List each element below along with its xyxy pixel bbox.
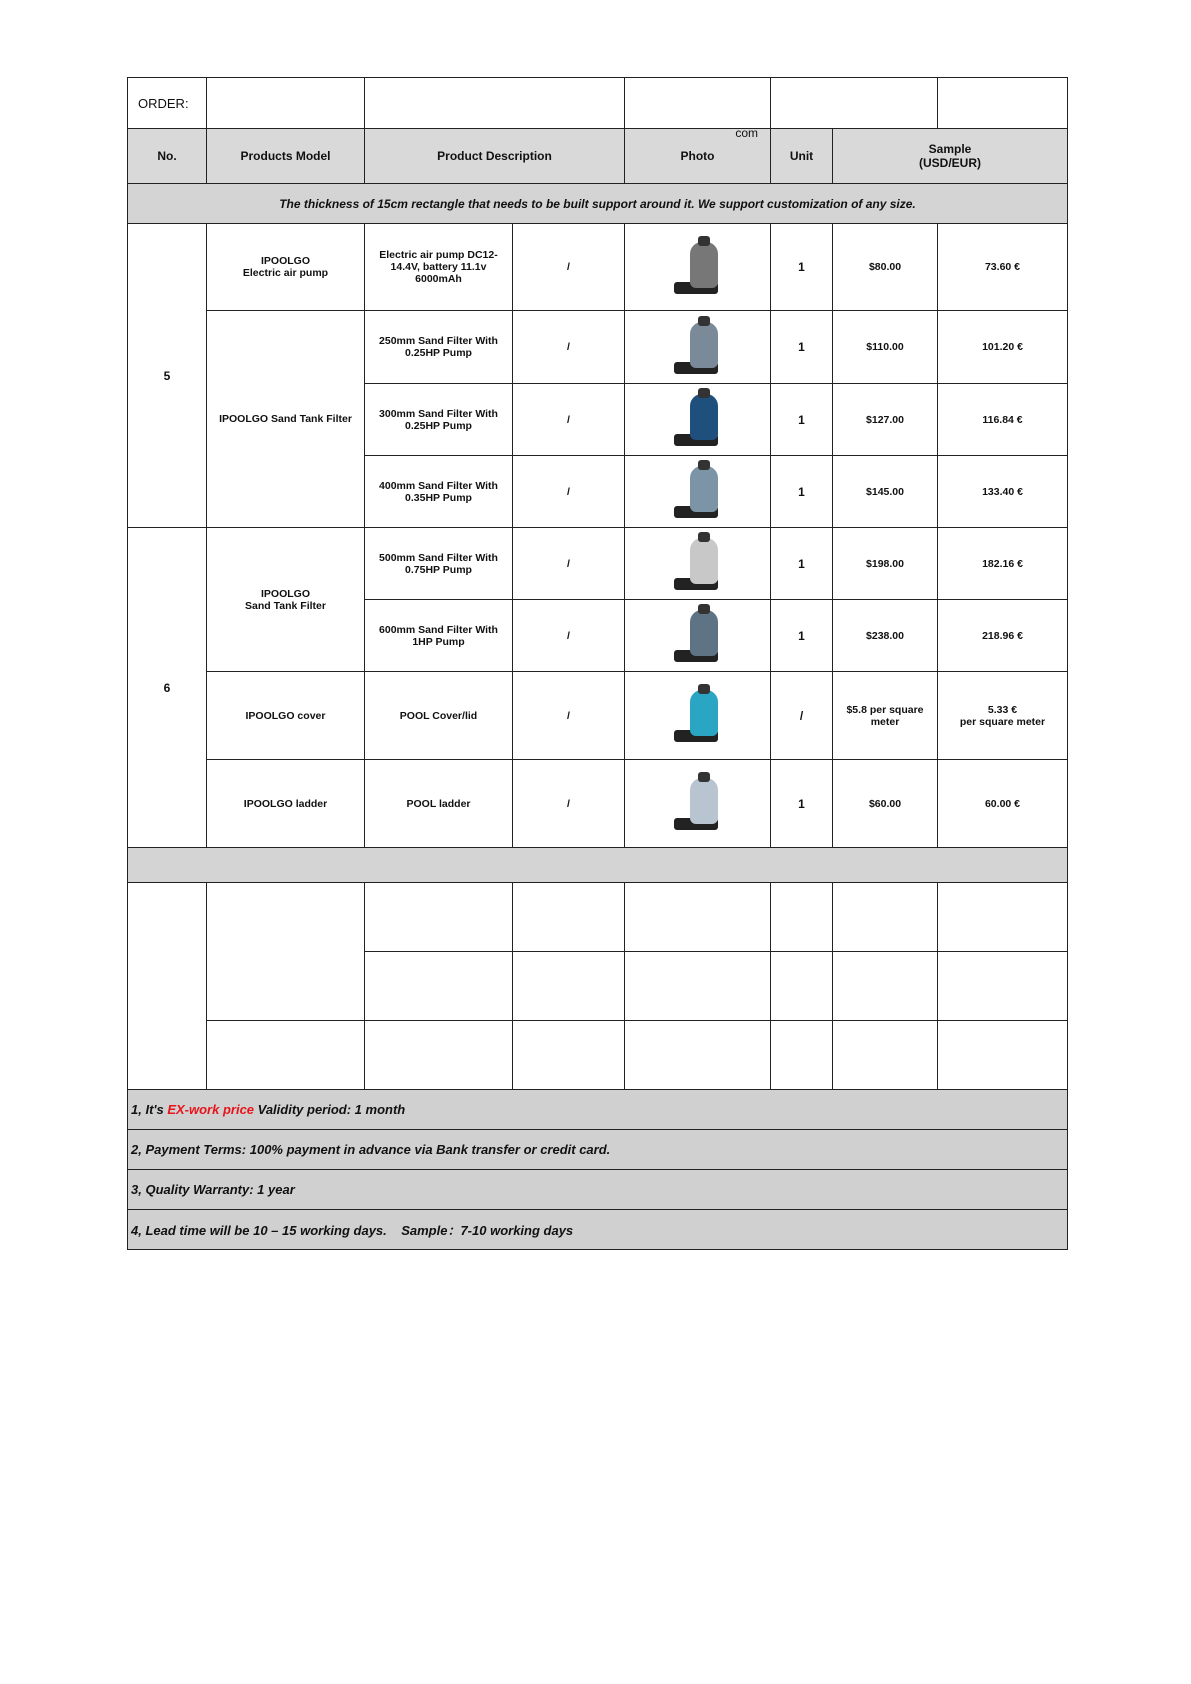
product-unit: 1	[771, 600, 833, 672]
product-photo	[625, 311, 771, 384]
product-extra: /	[513, 384, 625, 456]
header-photo-label: Photo	[680, 149, 715, 163]
price-usd: $145.00	[833, 456, 938, 528]
sample-unit-label: (USD/EUR)	[919, 156, 981, 170]
product-unit: 1	[771, 224, 833, 311]
empty-cell	[938, 952, 1068, 1021]
product-model: IPOOLGO Sand Tank Filter	[207, 528, 365, 672]
quotation-table	[127, 77, 1068, 1250]
ex-work-price: EX-work price	[167, 1102, 255, 1117]
note-text: Validity period: 1 month	[254, 1102, 406, 1117]
empty-cell	[938, 1021, 1068, 1090]
note-warranty: 3, Quality Warranty: 1 year	[128, 1170, 1068, 1210]
price-usd: $127.00	[833, 384, 938, 456]
empty-cell	[207, 1021, 365, 1090]
note-validity	[128, 1090, 1068, 1130]
product-image	[668, 236, 728, 296]
product-row	[128, 311, 1068, 384]
product-extra: /	[513, 224, 625, 311]
product-description: Electric air pump DC12-14.4V, battery 11.1v 6000mAh	[365, 224, 513, 311]
price-usd: $5.8 per square meter	[833, 672, 938, 760]
price-usd: $80.00	[833, 224, 938, 311]
empty-cell	[365, 883, 513, 952]
price-eur: 60.00 €	[938, 760, 1068, 848]
empty-cell	[365, 952, 513, 1021]
product-description: 300mm Sand Filter With 0.25HP Pump	[365, 384, 513, 456]
header-no: No.	[128, 129, 207, 184]
sample-label: Sample	[928, 142, 972, 156]
product-description: 250mm Sand Filter With 0.25HP Pump	[365, 311, 513, 384]
product-description: POOL Cover/lid	[365, 672, 513, 760]
product-extra: /	[513, 456, 625, 528]
product-photo	[625, 672, 771, 760]
product-extra: /	[513, 528, 625, 600]
header-model: Products Model	[207, 129, 365, 184]
product-no: 5	[128, 224, 207, 528]
product-photo	[625, 384, 771, 456]
product-image	[668, 316, 728, 376]
product-extra: /	[513, 760, 625, 848]
blank-band	[128, 848, 1068, 883]
empty-cell	[513, 883, 625, 952]
empty-cell	[625, 1021, 771, 1090]
empty-cell	[833, 952, 938, 1021]
product-unit: 1	[771, 528, 833, 600]
header-photo	[625, 126, 771, 184]
empty-cell	[771, 1021, 833, 1090]
note-text: 1, It's	[131, 1102, 168, 1117]
empty-cell	[513, 1021, 625, 1090]
product-row	[128, 672, 1068, 760]
product-photo	[625, 600, 771, 672]
product-description: 500mm Sand Filter With 0.75HP Pump	[365, 528, 513, 600]
product-description: 600mm Sand Filter With 1HP Pump	[365, 600, 513, 672]
price-eur: 133.40 €	[938, 456, 1068, 528]
product-image	[668, 772, 728, 832]
product-image	[668, 460, 728, 520]
product-extra: /	[513, 672, 625, 760]
order-cell	[625, 78, 771, 129]
product-photo	[625, 760, 771, 848]
product-model: IPOOLGO Electric air pump	[207, 224, 365, 311]
order-cell	[771, 78, 938, 129]
empty-cell	[771, 952, 833, 1021]
empty-cell	[938, 883, 1068, 952]
empty-cell	[625, 883, 771, 952]
notice-banner: The thickness of 15cm rectangle that needs to be built support around it. We support customization of any size.	[128, 184, 1068, 224]
product-model: IPOOLGO Sand Tank Filter	[207, 311, 365, 528]
product-unit: 1	[771, 456, 833, 528]
empty-cell	[833, 883, 938, 952]
product-photo	[625, 224, 771, 311]
price-usd: $110.00	[833, 311, 938, 384]
empty-row	[128, 1021, 1068, 1090]
empty-cell	[513, 952, 625, 1021]
product-image	[668, 532, 728, 592]
product-model: IPOOLGO ladder	[207, 760, 365, 848]
price-eur: 101.20 €	[938, 311, 1068, 384]
price-eur: 5.33 € per square meter	[938, 672, 1068, 760]
product-unit: /	[771, 672, 833, 760]
product-photo	[625, 528, 771, 600]
product-image	[668, 388, 728, 448]
price-eur: 218.96 €	[938, 600, 1068, 672]
product-model: IPOOLGO cover	[207, 672, 365, 760]
note-payment: 2, Payment Terms: 100% payment in advance via Bank transfer or credit card.	[128, 1130, 1068, 1170]
product-row	[128, 224, 1068, 311]
product-extra: /	[513, 311, 625, 384]
empty-row	[128, 883, 1068, 952]
product-unit: 1	[771, 311, 833, 384]
price-eur: 73.60 €	[938, 224, 1068, 311]
product-row	[128, 760, 1068, 848]
product-extra: /	[513, 600, 625, 672]
product-unit: 1	[771, 760, 833, 848]
empty-cell	[771, 883, 833, 952]
empty-cell	[207, 883, 365, 1021]
price-eur: 116.84 €	[938, 384, 1068, 456]
product-description: POOL ladder	[365, 760, 513, 848]
header-description: Product Description	[365, 129, 625, 184]
note-lead-time: 4, Lead time will be 10 – 15 working days. Sample：7-10 working days	[128, 1210, 1068, 1250]
empty-cell	[625, 952, 771, 1021]
order-cell	[365, 78, 625, 129]
product-row	[128, 528, 1068, 600]
price-eur: 182.16 €	[938, 528, 1068, 600]
order-label: ORDER:	[128, 78, 207, 129]
price-usd: $60.00	[833, 760, 938, 848]
product-no: 6	[128, 528, 207, 848]
header-sample	[833, 129, 1068, 184]
header-row	[128, 129, 1068, 184]
product-unit: 1	[771, 384, 833, 456]
empty-cell	[833, 1021, 938, 1090]
product-description: 400mm Sand Filter With 0.35HP Pump	[365, 456, 513, 528]
order-cell	[207, 78, 365, 129]
empty-cell	[128, 883, 207, 1090]
empty-cell	[365, 1021, 513, 1090]
price-usd: $238.00	[833, 600, 938, 672]
product-image	[668, 684, 728, 744]
product-image	[668, 604, 728, 664]
header-unit: Unit	[771, 129, 833, 184]
price-usd: $198.00	[833, 528, 938, 600]
product-photo	[625, 456, 771, 528]
order-cell	[938, 78, 1068, 129]
photo-note: com	[735, 126, 758, 140]
